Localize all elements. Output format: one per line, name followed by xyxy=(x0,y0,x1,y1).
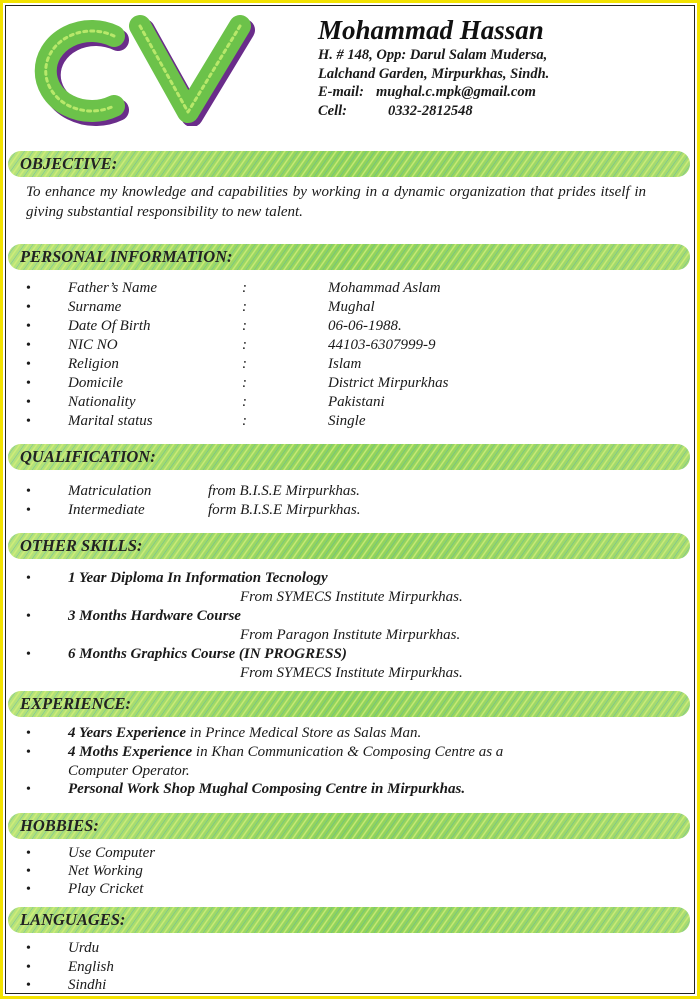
bullet: • xyxy=(26,395,31,410)
bullet: • xyxy=(26,864,31,879)
field-value: Mughal xyxy=(328,299,375,315)
field-value: Pakistani xyxy=(328,394,385,410)
cell-label: Cell: xyxy=(318,102,347,119)
bullet: • xyxy=(26,571,31,586)
hobby-name: Play Cricket xyxy=(68,881,144,897)
section-title-qualification: QUALIFICATION: xyxy=(20,447,156,466)
bullet: • xyxy=(26,978,31,993)
experience-detail-cont: Computer Operator. xyxy=(68,763,190,779)
field-label: Date Of Birth xyxy=(68,318,151,334)
field-value: Mohammad Aslam xyxy=(328,280,441,296)
section-band-objective xyxy=(8,150,690,178)
bullet: • xyxy=(26,782,31,797)
skill-name: 3 Months Hardware Course xyxy=(68,608,241,624)
section-title-hobbies: HOBBIES: xyxy=(20,816,99,835)
skill-institute: From SYMECS Institute Mirpurkhas. xyxy=(240,589,463,605)
separator: : xyxy=(242,394,247,410)
language-name: Urdu xyxy=(68,940,100,956)
experience-title: Personal Work Shop Mughal Composing Centre in Mirpurkhas. xyxy=(68,781,466,797)
address-line-2: Lalchand Garden, Mirpurkhas, Sindh. xyxy=(318,65,550,82)
bullet: • xyxy=(26,503,31,518)
qualification-label: Intermediate xyxy=(68,502,145,518)
separator: : xyxy=(242,299,247,315)
field-label: Religion xyxy=(68,356,119,372)
candidate-name: Mohammad Hassan xyxy=(318,15,544,45)
email-line xyxy=(318,83,549,102)
section-band-experience xyxy=(8,690,690,718)
bullet: • xyxy=(26,357,31,372)
cv-logo xyxy=(22,14,258,126)
bullet: • xyxy=(26,338,31,353)
separator: : xyxy=(242,318,247,334)
field-label: Domicile xyxy=(68,375,123,391)
section-title-personal: PERSONAL INFORMATION: xyxy=(20,247,233,266)
experience-detail: in Khan Communication & Composing Centre as a xyxy=(192,744,504,760)
section-band-hobbies xyxy=(8,812,690,840)
qualification-label: Matriculation xyxy=(68,483,152,499)
email-value: mughal.c.mpk@gmail.com xyxy=(376,84,536,100)
section-title-experience: EXPERIENCE: xyxy=(20,694,131,713)
cell-value: 0332-2812548 xyxy=(388,102,473,119)
bullet: • xyxy=(26,846,31,861)
bullet: • xyxy=(26,376,31,391)
address-line-1: H. # 148, Opp: Darul Salam Mudersa, xyxy=(318,47,548,63)
bullet: • xyxy=(26,882,31,897)
bullet: • xyxy=(26,609,31,624)
field-value: Single xyxy=(328,413,366,429)
cell-line xyxy=(318,102,549,121)
bullet: • xyxy=(26,414,31,429)
email-label: E-mail: xyxy=(318,84,364,100)
field-label: Nationality xyxy=(68,394,136,410)
bullet: • xyxy=(26,300,31,315)
skill-name: 6 Months Graphics Course (IN PROGRESS) xyxy=(68,646,347,662)
field-value: 06-06-1988. xyxy=(328,318,402,334)
field-value: Islam xyxy=(328,356,362,372)
section-band-languages xyxy=(8,906,690,934)
field-label: Marital status xyxy=(68,413,153,429)
separator: : xyxy=(242,337,247,353)
separator: : xyxy=(242,356,247,372)
separator: : xyxy=(242,413,247,429)
experience-title: 4 Moths Experience xyxy=(68,744,193,760)
section-title-skills: OTHER SKILLS: xyxy=(20,536,143,555)
section-band-qualification xyxy=(8,443,690,471)
qualification-board: form B.I.S.E Mirpurkhas. xyxy=(208,502,361,518)
hobby-name: Net Working xyxy=(68,863,143,879)
objective-text: To enhance my knowledge and capabilities by working in a dynamic organization that prides itself in giving substantial responsibility to new talent. xyxy=(26,184,646,220)
bullet: • xyxy=(26,281,31,296)
field-label: Father’s Name xyxy=(68,280,158,296)
skill-name: 1 Year Diploma In Information Tecnology xyxy=(68,570,328,586)
field-label: Surname xyxy=(68,299,122,315)
skill-institute: From Paragon Institute Mirpurkhas. xyxy=(240,627,461,643)
field-value: 44103-6307999-9 xyxy=(328,337,436,353)
bullet: • xyxy=(26,960,31,975)
separator: : xyxy=(242,375,247,391)
contact-header xyxy=(318,14,549,120)
language-name: English xyxy=(68,959,114,975)
bullet: • xyxy=(26,647,31,662)
bullet: • xyxy=(26,745,31,760)
language-name: Sindhi xyxy=(68,977,107,993)
bullet: • xyxy=(26,726,31,741)
section-band-personal xyxy=(8,243,690,271)
field-value: District Mirpurkhas xyxy=(328,375,449,391)
skill-institute: From SYMECS Institute Mirpurkhas. xyxy=(240,665,463,681)
bullet: • xyxy=(26,941,31,956)
section-title-objective: OBJECTIVE: xyxy=(20,154,118,173)
experience-title: 4 Years Experience xyxy=(68,725,187,741)
section-title-languages: LANGUAGES: xyxy=(20,910,126,929)
separator: : xyxy=(242,280,247,296)
bullet: • xyxy=(26,319,31,334)
field-label: NIC NO xyxy=(68,337,118,353)
experience-detail: in Prince Medical Store as Salas Man. xyxy=(186,725,422,741)
hobby-name: Use Computer xyxy=(68,845,156,861)
bullet: • xyxy=(26,484,31,499)
section-band-skills xyxy=(8,532,690,560)
qualification-board: from B.I.S.E Mirpurkhas. xyxy=(208,483,360,499)
